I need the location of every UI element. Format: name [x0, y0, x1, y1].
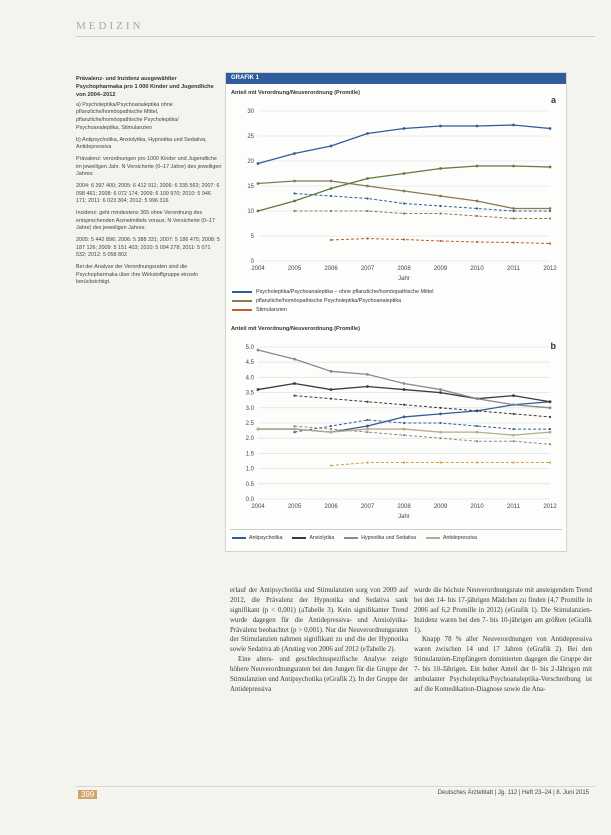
x-axis-label: Jahr — [398, 514, 410, 520]
data-point — [293, 180, 296, 183]
legend-swatch — [232, 300, 252, 302]
data-point — [293, 152, 296, 155]
y-tick-label: 30 — [247, 109, 254, 115]
data-point — [330, 195, 332, 197]
data-point — [403, 202, 405, 204]
body-paragraph: Knapp 78 % aller Neuverordnungen von Antidepressiva waren zwischen 14 und 17 Jahren (eGrafik 2). Bei den Stimulanzien-Empfängern dominierten dagegen die Gruppe der 7- bis 10-Jährigen. Ein hoher Anteil der 0- bis 2-Jährigen mit ambulanter Psycholeptika/Psychoanaleptika-Verschreibung ist auf die Komedikation-Diagnose sowie die Ana- — [414, 636, 592, 693]
y-tick-label: 2.5 — [245, 421, 254, 427]
data-point — [439, 125, 442, 128]
data-point — [366, 237, 368, 239]
data-point — [512, 241, 514, 243]
data-point — [366, 401, 368, 403]
legend-label: Stimulanzien — [256, 307, 287, 313]
data-point — [512, 403, 515, 406]
data-point — [403, 190, 406, 193]
y-tick-label: 4.5 — [245, 360, 254, 367]
legend-item — [292, 535, 334, 541]
x-tick-label: 2012 — [543, 504, 557, 510]
x-tick-label: 2009 — [433, 504, 448, 510]
data-point — [439, 407, 441, 409]
x-tick-label: 2008 — [397, 266, 411, 272]
data-point — [476, 461, 478, 463]
data-point — [403, 238, 405, 240]
data-point — [476, 207, 478, 209]
data-point — [549, 400, 552, 403]
data-point — [512, 413, 514, 415]
data-point — [366, 197, 368, 199]
data-point — [476, 215, 478, 217]
x-tick-label: 2004 — [251, 266, 265, 272]
data-point — [403, 434, 405, 436]
legend-item — [232, 289, 433, 295]
data-point — [549, 242, 551, 244]
data-point — [257, 182, 260, 185]
data-point — [512, 440, 514, 442]
y-tick-label: 0 — [250, 259, 254, 265]
data-point — [330, 388, 333, 391]
section-header: MEDIZIN — [76, 20, 144, 32]
data-point — [257, 210, 260, 213]
legend-label: Antidepressiva — [443, 535, 478, 541]
y-tick-label: 0.0 — [245, 497, 254, 503]
figure-caption-sidebar — [76, 76, 222, 291]
x-tick-label: 2006 — [324, 266, 338, 272]
data-point — [439, 437, 441, 439]
data-point — [512, 428, 514, 430]
footer-divider — [76, 786, 595, 787]
body-paragraph: wurde die höchste Neuverordnungsrate mit ansteigendem Trend bei den 14- bis 17-jährigen Mädchen zu finden (4,7 Promille in 2006 auf 6,2 Promille in 2012) (eGrafik 1). Die Stimulanzien-Inzidenz waren bei den 7- bis 10-jährigen am größten (eGrafik 1). — [414, 587, 592, 634]
caption-paragraph: Prävalenz: verordnungen pro 1000 Kinder und Jugendliche im jeweiligen Jahr. N Versicherte (0–17 Jahre) des jeweiligen Jahres: — [76, 155, 222, 178]
legend-item — [426, 535, 477, 541]
data-point — [366, 210, 368, 212]
data-point — [293, 382, 296, 385]
data-point — [512, 461, 514, 463]
data-point — [366, 419, 368, 421]
data-point — [512, 207, 515, 210]
x-tick-label: 2007 — [360, 504, 375, 510]
y-tick-label: 3.5 — [245, 390, 254, 397]
y-tick-label: 5 — [250, 234, 254, 240]
body-paragraph: erlauf der Antipsychotika und Stimulanzien sorg von 2009 auf 2012, die Prävalenz der Hypnotika und Sedativa sank signifikant (p < 0,001) (aTabelle 3). Kein signifikanter Trend wurde dagegen für die Antidepressiva- und Anxiolytika-Prävalenz beobachtet (p > 0,001). Nur die Neuverordnungsraten der Stimulanzien nahmen signifikant zu und die der Hypnotika sowie Sedativa ab (Anstieg von 2006 auf 2012 (eTabelle 2). — [230, 587, 408, 654]
x-tick-label: 2004 — [251, 504, 265, 510]
caption-paragraph: Bei der Analyse der Verordnungsraten sind die Psychopharmaka über ihre Wirkstoffgruppe einzeln berücksichtigt. — [76, 263, 199, 286]
data-point — [512, 394, 515, 397]
x-tick-label: 2008 — [397, 504, 411, 510]
data-point — [549, 443, 551, 445]
y-tick-label: 3.0 — [245, 405, 254, 412]
data-point — [366, 132, 369, 135]
x-tick-label: 2009 — [433, 266, 448, 272]
legend-label: Psycholeptika/Psychoanaleptika – ohne pflanzliche/homöopathische Mittel — [256, 289, 434, 295]
data-point — [293, 210, 295, 212]
data-point — [403, 416, 406, 419]
data-point — [512, 124, 515, 127]
y-tick-label: 10 — [247, 209, 254, 215]
data-point — [330, 187, 333, 190]
data-point — [549, 207, 552, 210]
x-tick-label: 2010 — [470, 266, 484, 272]
header-divider — [76, 36, 595, 37]
data-point — [293, 425, 295, 427]
data-point — [439, 240, 441, 242]
caption-paragraph: b) Antipsychotika, Anxiolytika, Hypnotika und Sedativa, Antidepressiva — [76, 136, 207, 151]
body-paragraph: Eine alters- und geschlechtsspezifische Analyse zeigte höhere Neuverordnungsraten bei den Jungen für die Gruppe der Stimulanzien und Antipsychotika (eGrafik 2). In der Gruppe der Antidepressiva — [230, 656, 408, 693]
data-point — [549, 217, 551, 219]
data-point — [403, 127, 406, 130]
x-tick-label: 2011 — [507, 266, 520, 272]
legend-swatch — [232, 537, 246, 539]
data-point — [293, 200, 296, 203]
data-point — [293, 358, 296, 361]
data-point — [330, 180, 333, 183]
chart-b-title: Anteil mit Verordnung/Neuverordnung (Promille) — [231, 326, 360, 332]
data-point — [476, 410, 478, 412]
data-point — [549, 431, 552, 434]
caption-title: Prävalenz- und Inzidenz ausgewählter Psychopharmaka pro 1 000 Kinder und Jugendliche von 2004–2012 — [76, 76, 214, 98]
legend-label: Anxiolytika — [309, 535, 335, 541]
y-tick-label: 1.5 — [245, 451, 254, 458]
data-point — [330, 210, 332, 212]
data-point — [476, 431, 479, 434]
data-point — [512, 217, 514, 219]
data-point — [512, 434, 515, 437]
data-point — [366, 373, 369, 376]
x-tick-label: 2010 — [470, 504, 484, 510]
data-point — [439, 431, 442, 434]
data-point — [366, 425, 369, 428]
x-tick-label: 2012 — [543, 266, 557, 272]
data-point — [549, 461, 551, 463]
chart-a-letter: a — [550, 95, 556, 105]
data-point — [476, 440, 478, 442]
data-point — [439, 195, 442, 198]
data-point — [403, 388, 406, 391]
data-point — [330, 370, 333, 373]
page-number: 399 — [78, 790, 97, 799]
y-tick-label: 20 — [247, 159, 254, 165]
data-point — [403, 382, 406, 385]
data-point — [549, 166, 552, 169]
data-point — [330, 464, 332, 466]
legend-label: pflanzliche/homöopathische Psycholeptika/Psychoanaleptika — [256, 298, 402, 304]
legend-swatch — [426, 537, 440, 539]
y-tick-label: 15 — [247, 184, 254, 190]
data-point — [549, 428, 551, 430]
data-point — [330, 398, 332, 400]
data-point — [439, 422, 441, 424]
data-point — [476, 397, 479, 400]
data-point — [512, 210, 514, 212]
data-point — [476, 125, 479, 128]
data-point — [512, 165, 515, 168]
data-point — [257, 349, 260, 352]
x-tick-label: 2007 — [360, 266, 375, 272]
data-point — [330, 239, 332, 241]
data-point — [549, 406, 552, 409]
legend-swatch — [292, 537, 306, 539]
data-point — [476, 425, 478, 427]
chart-a-legend — [232, 289, 433, 316]
data-point — [257, 162, 260, 165]
series-line — [295, 211, 551, 219]
y-tick-label: 5.0 — [245, 345, 254, 351]
x-tick-label: 2005 — [287, 504, 302, 510]
data-point — [330, 428, 332, 430]
data-point — [476, 241, 478, 243]
data-point — [476, 200, 479, 203]
x-tick-label: 2011 — [507, 504, 520, 510]
body-column-right — [414, 586, 592, 695]
y-tick-label: 4.0 — [245, 375, 254, 382]
data-point — [476, 165, 479, 168]
data-point — [293, 395, 295, 397]
caption-paragraph: a) Psycholeptika/Psychoanaleptika ohne pflanzliche/homöopathische Mittel, pflanzliche/homöopathische Psycholeptika/ Psychoanaleptika, Stimulanzien — [76, 101, 179, 131]
data-point — [366, 428, 369, 431]
data-point — [293, 428, 296, 431]
data-point — [293, 192, 295, 194]
data-point — [257, 428, 260, 431]
data-point — [257, 388, 260, 391]
legend-item — [232, 298, 433, 304]
figure-panel — [225, 72, 567, 552]
data-point — [439, 388, 442, 391]
data-point — [403, 461, 405, 463]
data-point — [366, 461, 368, 463]
data-point — [439, 412, 442, 415]
data-point — [549, 210, 551, 212]
legend-item — [344, 535, 416, 541]
legend-swatch — [232, 291, 252, 293]
data-point — [403, 212, 405, 214]
data-point — [439, 167, 442, 170]
data-point — [366, 185, 369, 188]
data-point — [403, 404, 405, 406]
series-line — [258, 125, 550, 164]
legend-item — [232, 535, 282, 541]
y-tick-label: 1.0 — [245, 466, 254, 473]
caption-paragraph: 2005: 5 442 896; 2006: 5 388 331; 2007: 5 186 475; 2008: 5 187 126; 2009: 5 151 403; 2010: 5 094 278; 2011: 5 071 532; 2012: 5 058 802 — [76, 236, 220, 259]
data-point — [439, 212, 441, 214]
series-line — [295, 396, 551, 417]
figure-label: GRAFIK 1 — [226, 73, 566, 84]
data-point — [549, 416, 551, 418]
data-point — [403, 428, 406, 431]
data-point — [439, 205, 441, 207]
journal-citation: Deutsches Ärzteblatt | Jg. 112 | Heft 23–24 | 8. Juni 2015 — [437, 790, 589, 796]
data-point — [293, 431, 295, 433]
x-axis-label: Jahr — [398, 276, 410, 282]
y-tick-label: 25 — [247, 134, 254, 140]
legend-label: Hypnotika und Sedativa — [361, 535, 417, 541]
data-point — [330, 431, 333, 434]
caption-paragraph: Inzidenz: geht mindestens 365 ohne Verordnung des entsprechenden Arzneimittels voraus; N Versicherte (0–17 Jahre) des jeweiligen Jahres: — [76, 209, 216, 232]
data-point — [330, 425, 332, 427]
caption-paragraph: 2004: 6 397 400; 2005: 6 412 911; 2006: 6 335 563; 2007: 6 098 461; 2008: 6 072 174; 2009: 6 109 970; 2010: 5 946 171; 2011: 6 023 304; 2012: 5 996 316 — [76, 182, 220, 205]
chart-b-legend — [232, 535, 477, 541]
data-point — [549, 127, 552, 130]
data-point — [366, 177, 369, 180]
data-point — [330, 145, 333, 148]
data-point — [366, 431, 368, 433]
data-point — [439, 391, 442, 394]
y-tick-label: 2.0 — [245, 436, 254, 443]
data-point — [439, 461, 441, 463]
series-line — [258, 350, 550, 408]
chart-a-title: Anteil mit Verordnung/Neuverordnung (Promille) — [231, 90, 360, 96]
data-point — [403, 172, 406, 175]
chart-b-letter: b — [550, 341, 556, 351]
data-point — [403, 422, 405, 424]
legend-label: Antipsychotika — [249, 535, 283, 541]
y-tick-label: 0.5 — [245, 481, 254, 488]
body-column-left — [230, 586, 408, 695]
chart-a — [230, 105, 560, 287]
legend-swatch — [232, 309, 252, 311]
legend-item — [232, 307, 433, 313]
x-tick-label: 2005 — [287, 266, 302, 272]
chart-b — [230, 341, 560, 525]
legend-swatch — [344, 537, 358, 539]
x-tick-label: 2006 — [324, 504, 338, 510]
data-point — [366, 385, 369, 388]
